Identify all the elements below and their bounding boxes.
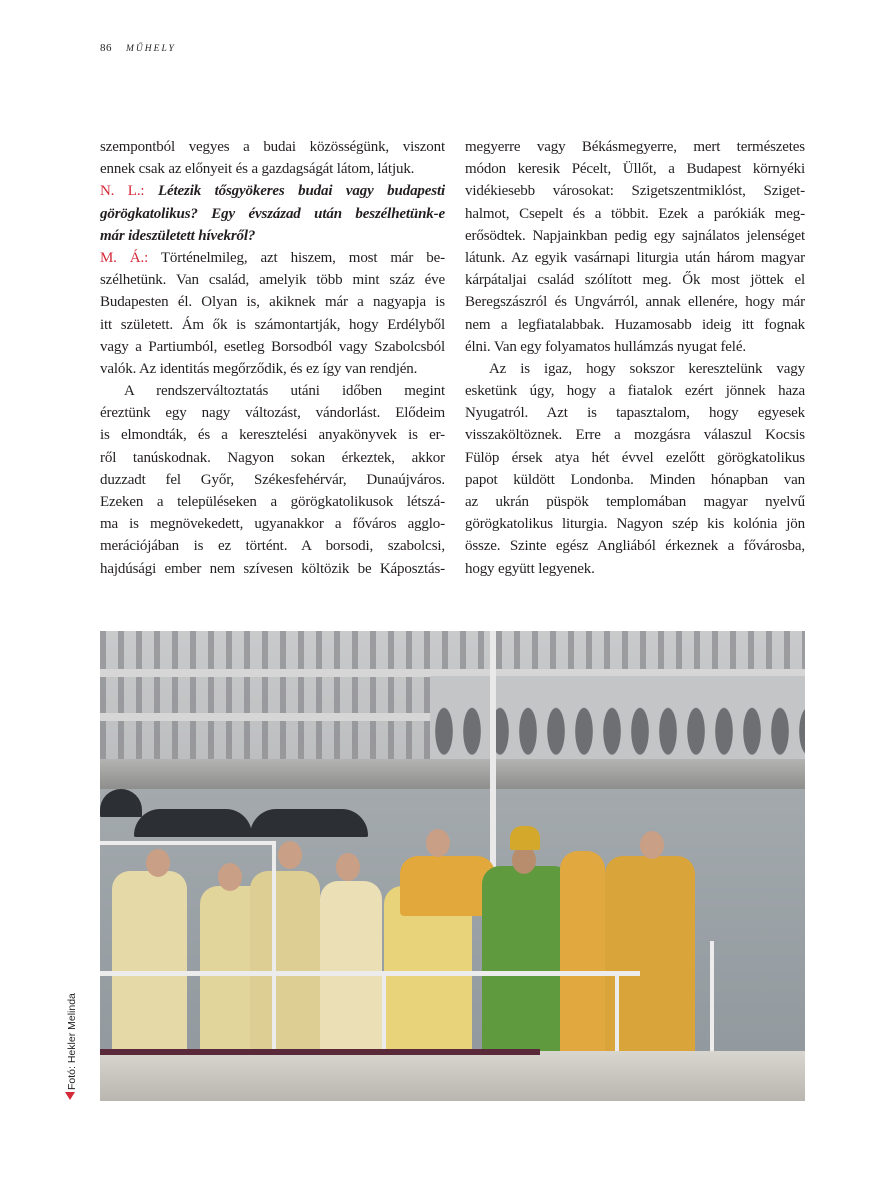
text-line: itt született. Ám ők is számontartják, hogy Erdélyből [100,316,445,333]
answer-text: Történelmileg, azt hiszem, most már be- [160,249,445,266]
speaker-label: M. Á.: [100,249,149,266]
text-line: halmot, Csepelt és a többit. Ezek a parókiák meg- [465,205,805,222]
text-line: Az is igaz, hogy sokszor keresztelünk vagy [489,360,805,377]
text-line: ről tanúskodnak. Nagyon sokan érkeztek, akkor [100,449,445,466]
text-line: élni. Van egy folyamatos hullámzás nyugat felé. [465,338,746,355]
text-line: ma is megnövekedett, ugyanakkor a főváros agglo- [100,516,445,533]
deacon-head [336,853,360,881]
running-header [100,42,176,54]
priest-head [426,829,450,857]
section-title: MŰHELY [126,44,176,54]
text-line: vidékiesebb városokat: Szigetszentmiklóst, Sziget- [465,183,805,200]
speaker-label: N. L.: [100,183,145,200]
question-text: Létezik tősgyökeres budai vagy budapesti [157,183,445,200]
text-line: éreztünk egy nagy változást, vándorlást. Elődeim [100,405,445,422]
umbrella [250,809,368,837]
text-line: szempontból vegyes a budai közösségünk, viszont [100,139,445,155]
building-arcade [430,676,805,761]
question-line [100,180,445,202]
text-line: visszaköltöznek. Erre a mozgásra válaszul Kocsis [465,427,805,444]
text-line: papot küldött Londonba. Minden hónapban van [465,471,805,488]
question-text: már ideszületett hívekről? [100,227,256,244]
text-line: A rendszerváltoztatás utáni időben megint [124,383,445,400]
text-line: Beregszászról és Ungvárról, annak ellenére, hogy már [465,294,805,311]
text-line: merációjában is ez történt. A borsodi, szabolcsi, [100,538,445,555]
bishop-head [512,846,536,874]
text-line: kárpátaljai család szólított meg. Ők most jöttek el [465,272,805,289]
red-rope [100,1049,540,1055]
text-line: hajdúsági ember nem szívesen költözik be Káposztás- [100,560,445,577]
boat-deck [100,1051,805,1101]
text-line: Fülöp érsek atya hét évvel ezelőtt görögkatolikus [465,449,805,466]
embankment [100,759,805,789]
text-line: vagy a Partiumból, esetleg Borsodból vagy Szabolcsból [100,338,445,355]
text-line: valók. Az identitás megőrződik, és ez így van rendjén. [100,360,418,377]
text-line: nem a legfiatalabbak. Huzamosabb ideig itt fognak [465,316,805,333]
priest [400,856,495,916]
text-line: Budapesten él. Olyan is, akiknek már a nagyapja is [100,294,445,311]
text-line: megyerre vagy Békásmegyerre, mert természetes [465,139,805,155]
text-line: az ukrán püspök templomában magyar nyelvű [465,494,805,510]
text-line: is elmondták, és a keresztelési anyakönyvek is er- [100,427,445,444]
credit-triangle-icon [65,1092,75,1100]
priest [560,851,605,1066]
question-text: görögkatolikus? Egy évszázad után beszélhetünk-e [100,205,445,222]
railing [100,971,640,976]
text-line: Nyugatról. Azt is tapasztalom, hogy egyesek [465,405,805,422]
deacon [320,881,382,1076]
photo-credit: Fotó: Hekler Melinda [66,993,78,1090]
priest-head [146,849,170,877]
text-line: hogy együtt legyenek. [465,560,595,577]
text-line: Ezeken a településeken a görögkatolikusok létszá- [100,494,445,510]
mitre [510,826,540,850]
text-line: szélhetünk. Van család, amelyik több mint száz éve [100,272,445,289]
priest-head [218,863,242,891]
text-line: ennek csak az előnyeit és a gazdagságát látom, látjuk. [100,161,415,178]
left-column [100,136,445,580]
text-line: módon keresik Pécelt, Üllőt, a Budapest környéki [465,161,805,178]
answer-line [100,247,445,269]
text-line: látunk. Az egyik vasárnapi liturgia után három magyar [465,249,805,266]
text-line: össze. Szinte egész Angliából érkeznek a fővárosba, [465,538,805,555]
text-line: erősödtek. Napjainkban pedig egy sajnálatos jelenséget [465,227,805,244]
page-number: 86 [100,42,112,54]
text-line: esketünk úgy, hogy a fiatalok ezért jönnek haza [465,383,805,400]
priest-head [278,841,302,869]
text-line: duzzadt fel Győr, Székesfehérvár, Dunaújváros. [100,471,445,488]
umbrella [134,809,252,837]
text-line: görögkatolikus liturgia. Nagyon szép kis kolónia jön [465,516,805,533]
railing [100,841,275,845]
priest-head [640,831,664,859]
right-column [465,136,805,580]
photo-liturgy-on-danube [100,631,805,1101]
